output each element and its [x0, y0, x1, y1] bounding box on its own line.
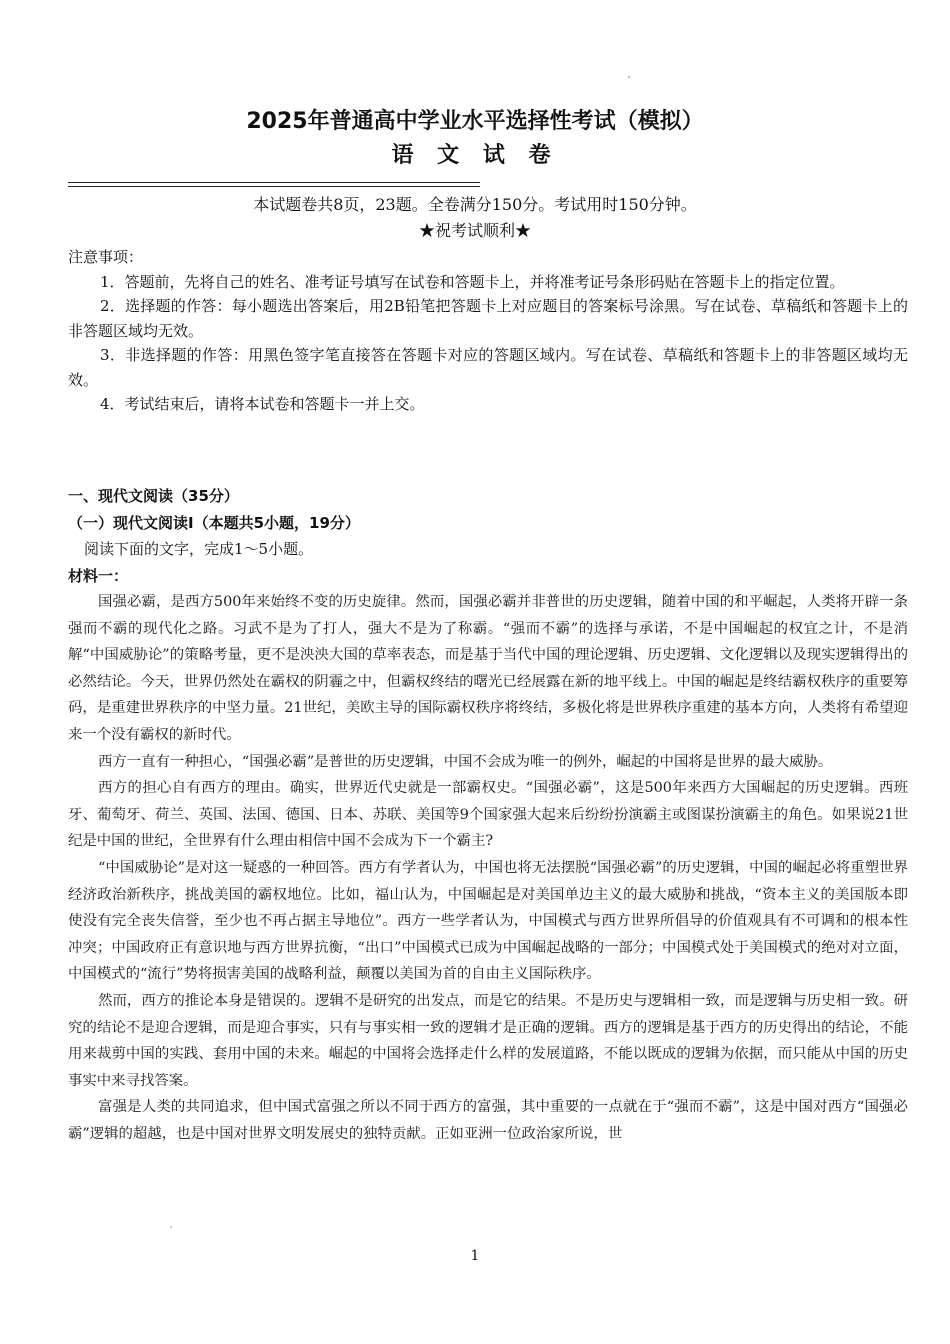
material-text	[68, 589, 908, 1147]
good-luck-line: ★祝考试顺利★	[418, 221, 531, 240]
section-heading: 一、现代文阅读（35分）	[68, 487, 239, 505]
note-item: 4．考试结束后，请将本试卷和答题卡一并上交。	[100, 395, 425, 413]
paragraph: 西方的担心自有西方的理由。确实，世界近代史就是一部霸权史。“国强必霸”，这是500年来西方大国崛起的历史逻辑。西班牙、葡萄牙、荷兰、英国、法国、德国、日本、苏联、美国等9个国家强大起来后纷纷扮演霸主或图谋扮演霸主的角色。如果说21世纪是中国的世纪，全世界有什么理由相信中国不会成为下一个霸主?	[68, 780, 908, 850]
scan-speck	[628, 76, 630, 78]
material-label: 材料一：	[68, 567, 129, 585]
note-item: 2．选择题的作答：每小题选出答案后，用2B铅笔把答题卡上对应题目的答案标号涂黑。写在试卷、草稿纸和答题卡上的非答题区域均无效。	[68, 297, 908, 340]
exam-info: 本试题卷共8页，23题。全卷满分150分。考试用时150分钟。	[253, 195, 697, 214]
exam-title: 2025年普通高中学业水平选择性考试（模拟）	[246, 109, 704, 134]
scan-speck	[170, 1226, 172, 1228]
paragraph: 国强必霸，是西方500年来始终不变的历史旋律。然而，国强必霸并非普世的历史逻辑，随着中国的和平崛起，人类将开辟一条强而不霸的现代化之路。习武不是为了打人，强大不是为了称霸。“强而不霸”的选择与承诺，不是中国崛起的权宜之计，不是消解“中国威胁论”的策略考量，更不是泱泱大国的草率表态，而是基于当代中国的理论逻辑、历史逻辑、文化逻辑以及现实逻辑得出的必然结论。今天，世界仍然处在霸权的阴霾之中，但霸权终结的曙光已经展露在新的地平线上。中国的崛起是终结霸权秩序的重要筹码，是重建世界秩序的中坚力量。21世纪，美欧主导的国际霸权秩序将终结，多极化将是世界秩序重建的基本方向，人类将有希望迎来一个没有霸权的新时代。	[68, 594, 908, 743]
paragraph: “中国威胁论”是对这一疑惑的一种回答。西方有学者认为，中国也将无法摆脱“国强必霸”的历史逻辑，中国的崛起必将重塑世界经济政治新秩序，挑战美国的霸权地位。比如，福山认为，中国崛起是对美国单边主义的最大威胁和挑战，“资本主义的美国版本即使没有完全丧失信誉，至少也不再占据主导地位”。西方一些学者认为，中国模式与西方世界所倡导的价值观具有不可调和的根本性冲突；中国政府正有意识地与西方世界抗衡，“出口”中国模式已成为中国崛起战略的一部分；中国模式处于美国模式的绝对对立面，中国模式的“流行”势将损害美国的战略利益，颠覆以美国为首的自由主义国际秩序。	[68, 859, 908, 983]
notes-heading: 注意事项：	[68, 248, 144, 266]
header-rule-bottom	[68, 186, 480, 187]
subsection-heading: （一）现代文阅读Ⅰ（本题共5小题，19分）	[68, 514, 360, 532]
header-rule-top	[68, 182, 480, 183]
reading-instruction: 阅读下面的文字，完成1～5小题。	[84, 540, 314, 558]
paragraph: 富强是人类的共同追求，但中国式富强之所以不同于西方的富强，其中重要的一点就在于“强而不霸”，这是中国对西方“国强必霸”逻辑的超越，也是中国对世界文明发展史的独特贡献。正如亚洲一位政治家所说，世	[68, 1099, 908, 1142]
paragraph: 然而，西方的推论本身是错误的。逻辑不是研究的出发点，而是它的结果。不是历史与逻辑相一致，而是逻辑与历史相一致。研究的结论不是迎合逻辑，而是迎合事实，只有与事实相一致的逻辑才是正确的逻辑。西方的逻辑是基于西方的历史得出的结论，不能用来裁剪中国的实践、套用中国的未来。崛起的中国将会选择走什么样的发展道路，不能以既成的逻辑为依据，而只能从中国的历史事实中来寻找答案。	[68, 992, 908, 1089]
page-number: 1	[470, 1248, 480, 1264]
note-item: 1．答题前，先将自己的姓名、准考证号填写在试卷和答题卡上，并将准考证号条形码贴在答题卡上的指定位置。	[100, 272, 845, 291]
note-item: 3．非选择题的作答：用黑色签字笔直接答在答题卡对应的答题区域内。写在试卷、草稿纸和答题卡上的非答题区域均无效。	[68, 346, 908, 389]
notes-block	[68, 245, 908, 417]
subject-title: 语 文 试 卷	[391, 143, 559, 168]
paragraph: 西方一直有一种担心，“国强必霸”是普世的历史逻辑，中国不会成为唯一的例外，崛起的中国将是世界的最大威胁。	[98, 753, 833, 770]
